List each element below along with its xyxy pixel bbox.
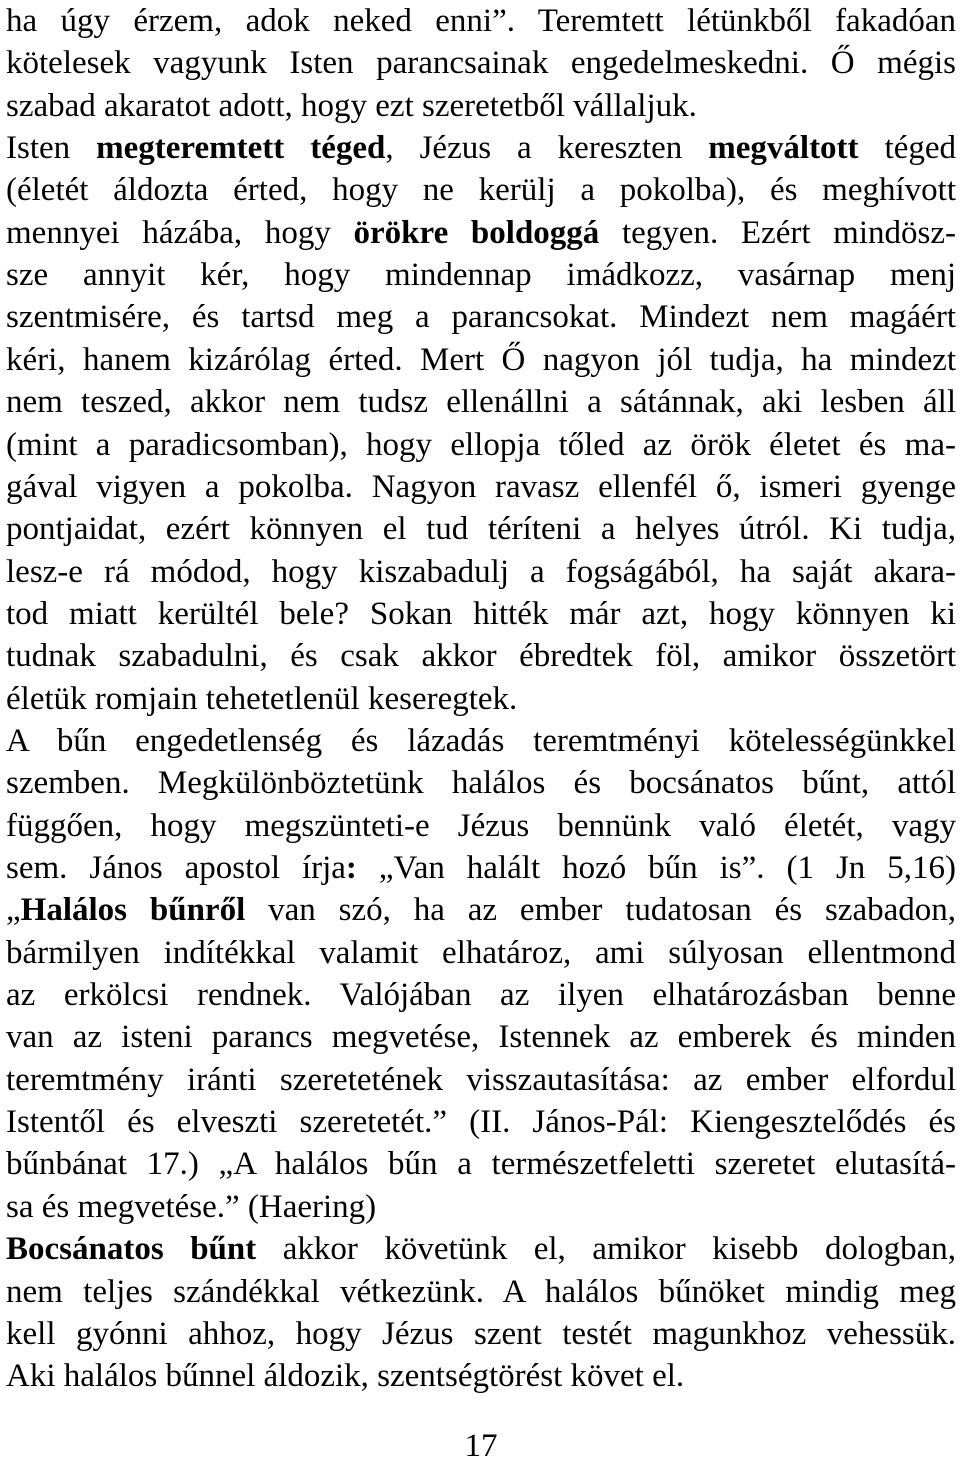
text-segment: , Jézus a kereszten xyxy=(385,130,709,167)
text-line xyxy=(6,720,956,762)
text-segment: van szó, ha az ember tudatosan és szabadon, xyxy=(245,892,956,929)
text-line xyxy=(6,254,956,296)
text-line xyxy=(6,932,956,974)
text-segment: Aki halálos bűnnel áldozik, szentségtörést követ el. xyxy=(6,1358,685,1395)
text-segment: Isten xyxy=(6,130,97,167)
text-line xyxy=(6,1016,956,1058)
text-line xyxy=(6,805,956,847)
text-line xyxy=(6,974,956,1016)
text-segment: bűnbánat 17.) „A halálos bűn a természetfeletti szeretet elutasítá- xyxy=(6,1146,956,1183)
bold-text-segment: : xyxy=(345,850,357,886)
text-segment: téged xyxy=(858,130,956,167)
text-segment: van az isteni parancs megvetése, Istennek az emberek és minden xyxy=(6,1019,956,1056)
bold-text-segment: Bocsánatos bűnt xyxy=(6,1231,257,1268)
text-segment: kéri, hanem kizárólag érted. Mert Ő nagyon jól tudja, ha mindezt xyxy=(6,341,956,378)
text-line xyxy=(6,42,956,84)
text-segment: Istentől és elveszti szeretetét.” (II. János-Pál: Kiengesztelődés és xyxy=(6,1104,956,1141)
text-line xyxy=(6,847,956,889)
text-segment: tod miatt kerültél bele? Sokan hitték már azt, hogy könnyen ki xyxy=(6,595,956,632)
text-segment: lesz-e rá módod, hogy kiszabadulj a fogságából, ha saját akara- xyxy=(6,553,956,590)
text-line xyxy=(6,85,956,127)
page-number: 17 xyxy=(464,1428,498,1464)
text-segment: kell gyónni ahhoz, hogy Jézus szent testét magunkhoz vehessük. xyxy=(6,1315,956,1352)
text-segment: teremtmény iránti szeretetének visszautasítása: az ember elfordul xyxy=(6,1061,956,1098)
text-line xyxy=(6,1143,956,1185)
text-line xyxy=(6,1355,956,1397)
text-segment: (életét áldozta érted, hogy ne kerülj a pokolba), és meghívott xyxy=(6,172,956,209)
text-segment: „Van halált hozó bűn is”. (1 Jn 5,16) xyxy=(356,850,956,886)
text-segment: „ xyxy=(6,892,21,929)
text-segment: tegyen. Ezért mindösz- xyxy=(599,214,956,251)
document-page xyxy=(6,0,956,1466)
text-line xyxy=(6,762,956,804)
bold-text-segment: megteremtett téged xyxy=(96,130,386,167)
text-line xyxy=(6,212,956,254)
text-segment: függően, hogy megszünteti-e Jézus bennünk való életét, vagy xyxy=(6,807,956,844)
text-segment: kötelesek vagyunk Isten parancsainak engedelmeskedni. Ő mégis xyxy=(6,45,956,82)
text-segment: (mint a paradicsomban), hogy ellopja tőled az örök életet és ma- xyxy=(6,426,956,463)
bold-text-segment: Halálos bűnről xyxy=(20,892,246,929)
text-line xyxy=(6,1101,956,1143)
text-line xyxy=(6,678,956,720)
text-segment: szemben. Megkülönböztetünk halálos és bocsánatos bűnt, attól xyxy=(6,765,956,802)
text-line xyxy=(6,424,956,466)
text-segment: gával vigyen a pokolba. Nagyon ravasz ellenfél ő, ismeri gyenge xyxy=(6,468,956,505)
text-line xyxy=(6,466,956,508)
text-segment: sze annyit kér, hogy mindennap imádkozz, vasárnap menj xyxy=(6,257,956,294)
text-line xyxy=(6,1059,956,1101)
text-line xyxy=(6,1186,956,1228)
text-segment: sem. János apostol írja xyxy=(6,850,346,886)
text-line xyxy=(6,169,956,211)
text-line xyxy=(6,593,956,635)
text-segment: A bűn engedetlenség és lázadás teremtményi kötelességünkkel xyxy=(6,722,956,759)
text-line xyxy=(6,889,956,931)
text-line xyxy=(6,381,956,423)
text-line xyxy=(6,1228,956,1270)
text-line xyxy=(6,0,956,42)
text-segment: ha úgy érzem, adok neked enni”. Teremtett létünkből fakadóan xyxy=(6,3,956,39)
text-line xyxy=(6,339,956,381)
text-line xyxy=(6,635,956,677)
text-segment: az erkölcsi rendnek. Valójában az ilyen elhatározásban benne xyxy=(6,977,956,1014)
text-segment: akkor követünk el, amikor kisebb dologban, xyxy=(256,1231,957,1268)
text-segment: életük romjain tehetetlenül keseregtek. xyxy=(6,680,518,717)
bold-text-segment: megváltott xyxy=(708,130,859,167)
text-segment: sa és megvetése.” (Haering) xyxy=(6,1188,377,1225)
text-line xyxy=(6,508,956,550)
text-line xyxy=(6,551,956,593)
text-line xyxy=(6,296,956,338)
text-line xyxy=(6,127,956,169)
text-segment: mennyei házába, hogy xyxy=(6,214,354,251)
text-line xyxy=(6,1313,956,1355)
bold-text-segment: örökre boldoggá xyxy=(353,214,600,251)
text-line xyxy=(6,1271,956,1313)
text-segment: szabad akaratot adott, hogy ezt szeretetből vállaljuk. xyxy=(6,87,697,124)
text-segment: tudnak szabadulni, és csak akkor ébredtek föl, amikor összetört xyxy=(6,638,956,675)
text-segment: nem teszed, akkor nem tudsz ellenállni a sátánnak, aki lesben áll xyxy=(6,384,956,421)
text-segment: szentmisére, és tartsd meg a parancsokat. Mindezt nem magáért xyxy=(6,299,956,336)
text-segment: pontjaidat, ezért könnyen el tud téríteni a helyes útról. Ki tudja, xyxy=(6,511,956,548)
text-segment: bármilyen indítékkal valamit elhatároz, ami súlyosan ellentmond xyxy=(6,934,956,971)
text-segment: nem teljes szándékkal vétkezünk. A halálos bűnöket mindig meg xyxy=(6,1273,956,1310)
